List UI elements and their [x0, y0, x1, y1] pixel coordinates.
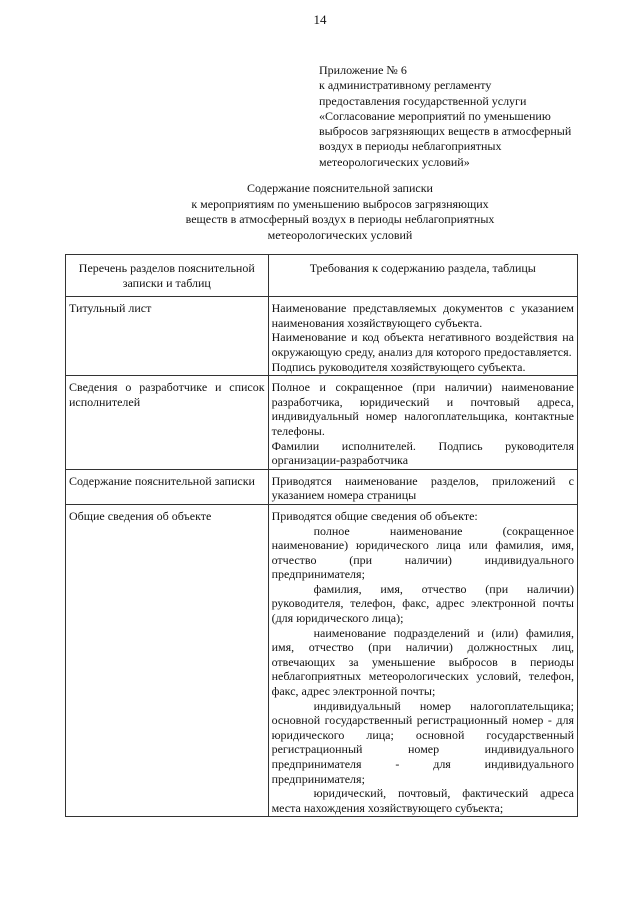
appendix-line: к административному регламенту [319, 78, 492, 93]
requirements-table [65, 254, 578, 817]
table-header-row [66, 255, 578, 297]
section-text: Содержание пояснительной записки [69, 473, 255, 488]
appendix-line: предоставления государственной услуги [319, 93, 527, 108]
requirements-cell [268, 504, 577, 816]
section-cell: Общие сведения об объекте [66, 504, 269, 816]
table-row [66, 504, 578, 816]
requirement-text: полное наименование (сокращенное наименование) юридического лица или фамилия, имя, отчество (при наличии) индивидуального предпринимателя; [271, 523, 574, 582]
requirement-text: индивидуальный номер налогоплательщика; основной государственный регистрационный номер - для юридического лица; основной государственный регистрационный номер индивидуального предпринимателя - для индивидуального предпринимателя; [271, 698, 574, 786]
title-line: веществ в атмосферный воздух в периоды неблагоприятных [185, 212, 495, 226]
requirement-text: Приводятся общие сведения об объекте: [271, 508, 478, 523]
appendix-line: метеорологических условий» [319, 154, 470, 169]
column-header-sections: Перечень разделов пояснительной записки и таблиц [66, 255, 269, 297]
section-cell: Титульный лист [66, 297, 269, 376]
title-line: к мероприятиям по уменьшению выбросов загрязняющих [191, 196, 489, 211]
section-cell [66, 469, 269, 504]
appendix-line: выбросов загрязняющих веществ в атмосферный [319, 124, 572, 139]
requirement-text: фамилия, имя, отчество (при наличии) руководителя, телефон, факс, адрес электронной почты (для юридического лица); [271, 581, 574, 626]
requirement-text: Наименование и код объекта негативного воздействия на окружающую среду, анализ для которого предоставляется. [271, 330, 574, 359]
appendix-line: воздух в периоды неблагоприятных [319, 139, 502, 154]
section-cell: Сведения о разработчике и список исполнителей [66, 376, 269, 470]
requirement-text: юридический, почтовый, фактический адреса места нахождения хозяйствующего субъекта; [271, 786, 574, 815]
requirements-cell [268, 469, 577, 504]
appendix-header [319, 63, 599, 170]
table-row [66, 376, 578, 470]
requirement-text: Подпись руководителя хозяйствующего субъекта. [271, 359, 526, 374]
document-title [60, 181, 620, 243]
table-row [66, 297, 578, 376]
requirement-text: Полное и сокращенное (при наличии) наименование разработчика, юридический и почтовый адреса, индивидуальный номер налогоплательщика, контактные телефоны. [271, 380, 574, 438]
requirement-text: наименование подразделений и (или) фамилия, имя, отчество (при наличии) должностных лиц, отвечающих за уменьшение выбросов в периоды неблагоприятных метеорологических условий, телефон, факс, адрес электронной почты; [271, 625, 574, 699]
page-number: 14 [313, 12, 327, 27]
requirements-cell [268, 376, 577, 470]
appendix-line: «Согласование мероприятий по уменьшению [319, 108, 551, 123]
appendix-line: Приложение № 6 [319, 63, 407, 77]
table-row [66, 469, 578, 504]
title-line: метеорологических условий [267, 227, 413, 242]
requirement-text: Приводятся наименование разделов, приложений с указанием номера страницы [271, 473, 574, 503]
requirement-text: Наименование представляемых документов с указанием наименования хозяйствующего субъекта. [271, 301, 574, 330]
requirement-text: Фамилии исполнителей. Подпись руководителя организации-разработчика [271, 438, 574, 468]
title-line: Содержание пояснительной записки [247, 181, 433, 195]
column-header-requirements: Требования к содержанию раздела, таблицы [268, 255, 577, 297]
requirements-cell [268, 297, 577, 376]
